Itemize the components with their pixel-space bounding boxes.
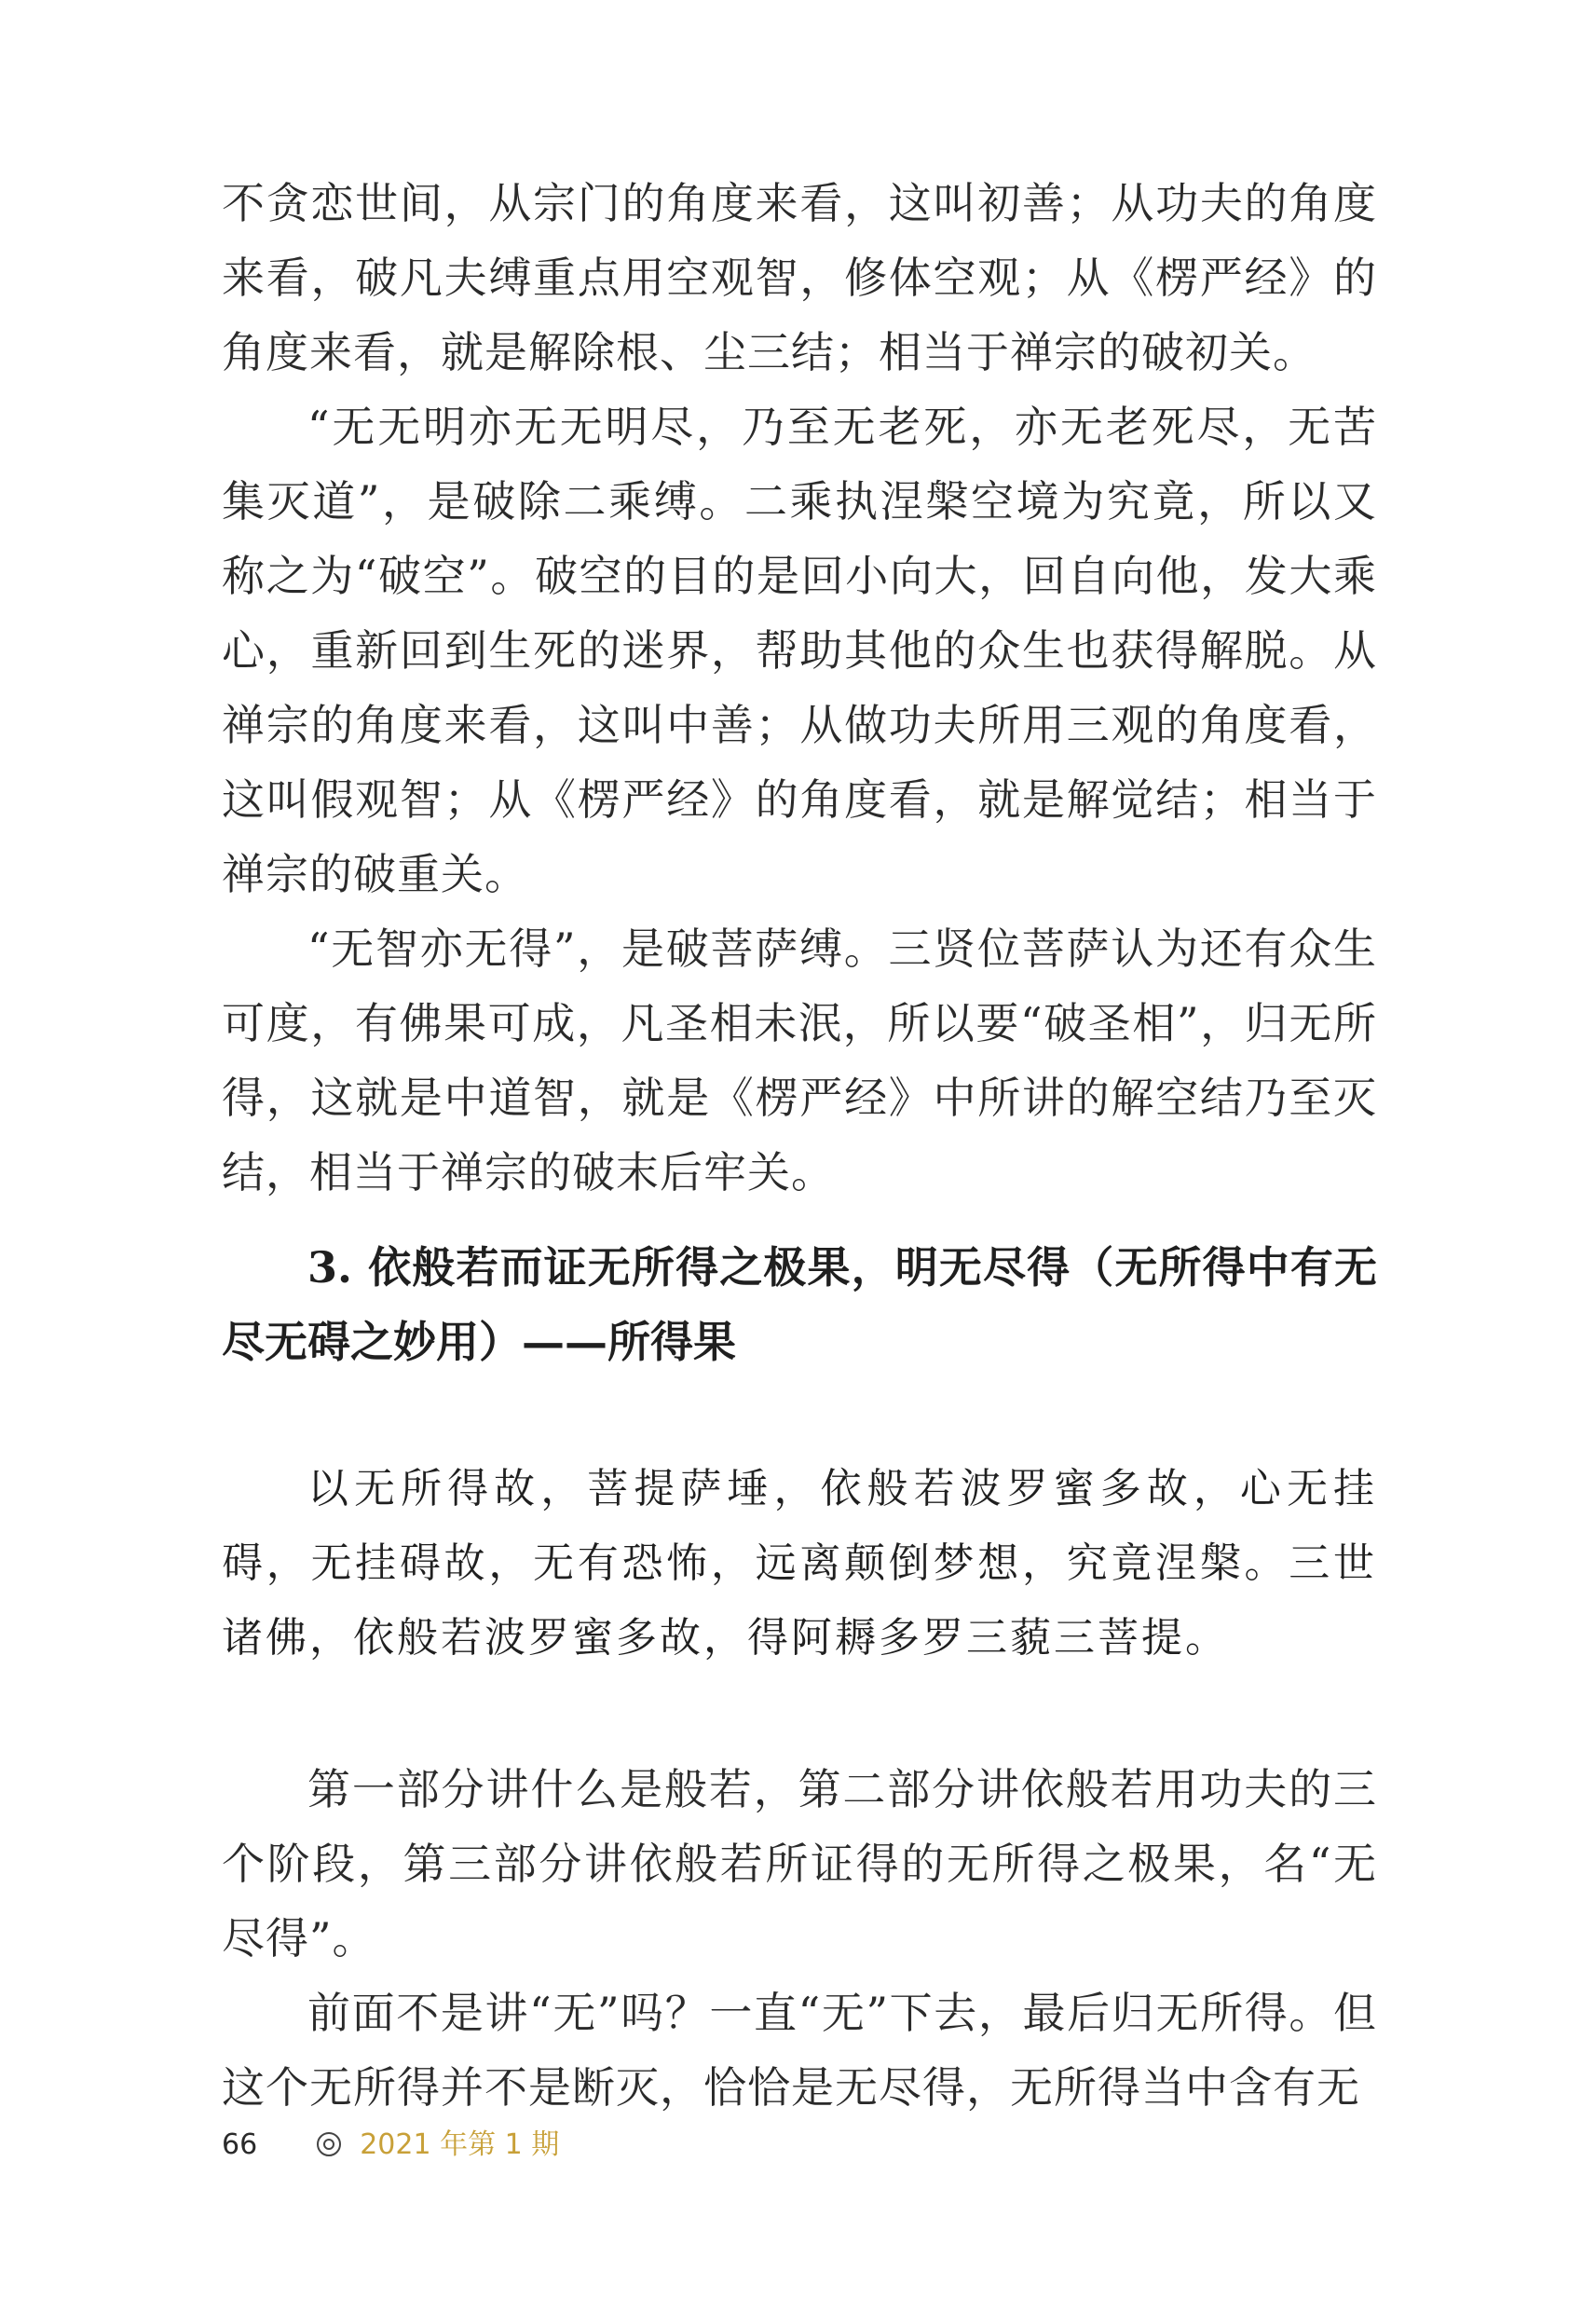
body-text-top: [222, 166, 1377, 1210]
paragraph: 第一部分讲什么是般若，第二部分讲依般若用功夫的三个阶段，第三部分讲依般若所证得的无所得之极果，名“无尽得”。: [222, 1764, 1377, 1963]
page-footer: [222, 2127, 559, 2164]
issue-label: 2021 年第 1 期: [360, 2128, 560, 2161]
paragraph: 前面不是讲“无”吗？一直“无”下去，最后归无所得。但这个无所得并不是断灭，恰恰是无尽得，无所得当中含有无: [222, 1988, 1377, 2113]
paragraph: 不贪恋世间，从宗门的角度来看，这叫初善；从功夫的角度来看，破凡夫缚重点用空观智，修体空观；从《楞严经》的角度来看，就是解除根、尘三结；相当于禅宗的破初关。: [222, 178, 1377, 377]
section-heading: 3. 依般若而证无所得之极果，明无尽得（无所得中有无尽无碍之妙用）——所得果: [222, 1242, 1377, 1367]
paragraph: “无无明亦无无明尽，乃至无老死，亦无老死尽，无苦集灭道”，是破除二乘缚。二乘执涅槃空境为究竟，所以又称之为“破空”。破空的目的是回小向大，回自向他，发大乘心，重新回到生死的迷界，帮助其他的众生也获得解脱。从禅宗的角度来看，这叫中善；从做功夫所用三观的角度看，这叫假观智；从《楞严经》的角度看，就是解觉结；相当于禅宗的破重关。: [222, 402, 1377, 899]
paragraph: “无智亦无得”，是破菩萨缚。三贤位菩萨认为还有众生可度，有佛果可成，凡圣相未泯，所以要“破圣相”，归无所得，这就是中道智，就是《楞严经》中所讲的解空结乃至灭结，相当于禅宗的破末后牢关。: [222, 923, 1377, 1197]
double-circle-icon: [317, 2132, 341, 2156]
sutra-quote: 以无所得故，菩提萨埵，依般若波罗蜜多故，心无挂碍，无挂碍故，无有恐怖，远离颠倒梦想，究竟涅槃。三世诸佛，依般若波罗蜜多故，得阿耨多罗三藐三菩提。: [222, 1465, 1377, 1662]
page-number: 66: [222, 2128, 258, 2161]
body-text-bottom: [222, 1752, 1377, 2125]
